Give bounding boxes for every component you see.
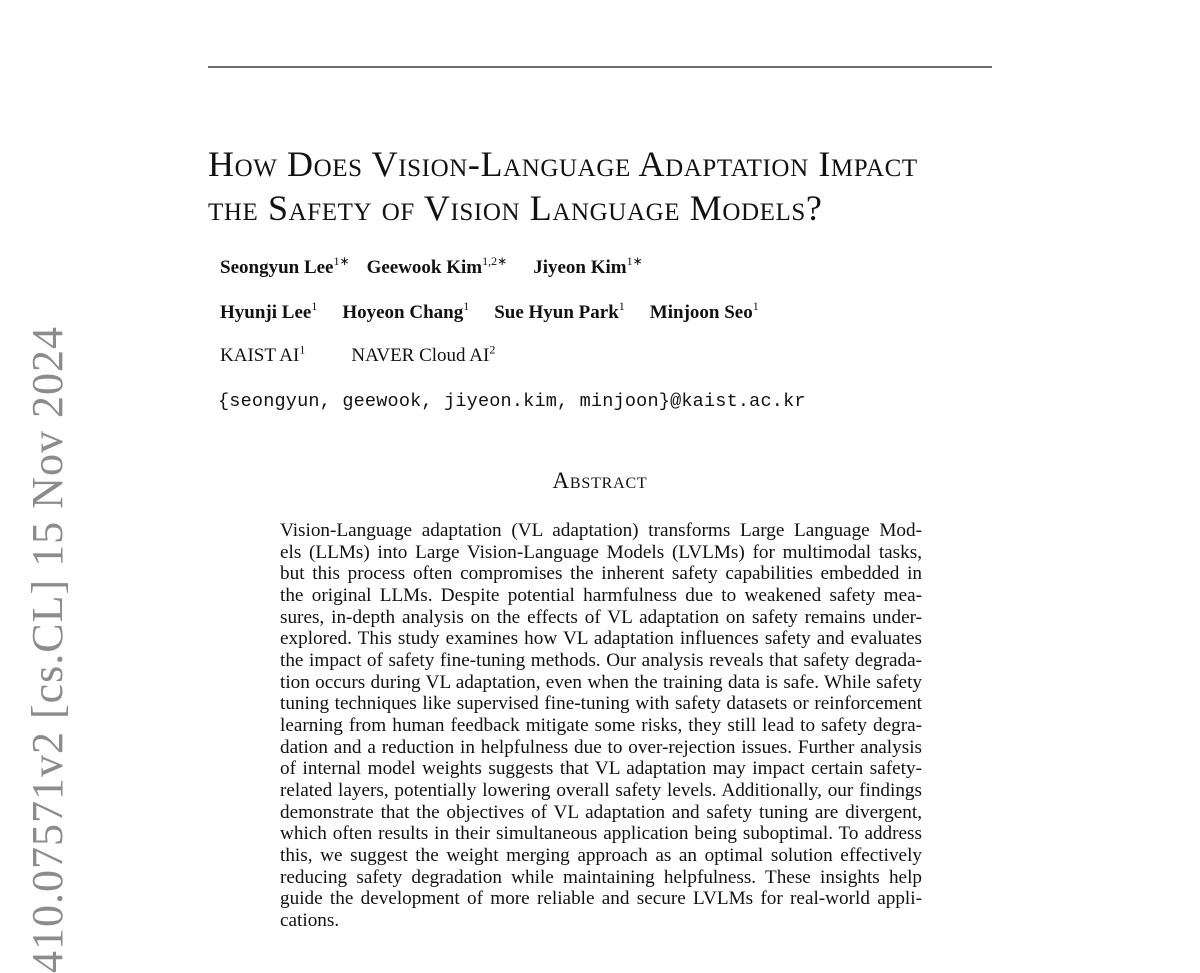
arxiv-identifier-stamp: 410.07571v2 [cs.CL] 15 Nov 2024 bbox=[23, 326, 72, 973]
abstract-line: of internal model weights suggests that VL adaptation may impact certain safety- bbox=[280, 758, 922, 780]
abstract-line: related layers, potentially lowering overall safety levels. Additionally, our findings bbox=[280, 779, 922, 801]
abstract-line: demonstrate that the objectives of VL adaptation and safety tuning are divergent, bbox=[280, 801, 922, 823]
author-affiliation-mark: 1 bbox=[463, 298, 470, 313]
abstract-line: tion occurs during VL adaptation, even when the training data is safe. While safety bbox=[280, 671, 922, 693]
affiliation-mark: 1 bbox=[299, 342, 306, 357]
abstract-line: reducing safety degradation while maintaining helpfulness. These insights help bbox=[280, 866, 922, 888]
author-name: Sue Hyun Park bbox=[494, 302, 619, 323]
affiliation-mark: 2 bbox=[489, 342, 496, 357]
affiliation-kaist bbox=[220, 342, 306, 366]
author-geewook-kim bbox=[366, 253, 508, 279]
author-name: Geewook Kim bbox=[366, 257, 483, 278]
author-name: Hoyeon Chang bbox=[342, 302, 464, 323]
header-rule bbox=[208, 66, 992, 68]
author-name: Minjoon Seo bbox=[649, 302, 753, 323]
title-line-1: How Does Vision-Language Adaptation Impact bbox=[208, 144, 918, 184]
abstract-line: tuning techniques like supervised fine-tuning with safety datasets or reinforcement bbox=[280, 693, 922, 715]
abstract-line: sures, in-depth analysis on the effects of VL adaptation on safety remains under- bbox=[280, 606, 922, 628]
affiliation-name: NAVER Cloud AI bbox=[351, 345, 490, 366]
abstract-line: els (LLMs) into Large Vision-Language Models (LVLMs) for multimodal tasks, bbox=[280, 541, 922, 563]
author-emails: {seongyun, geewook, jiyeon.kim, minjoon}@kaist.ac.kr bbox=[218, 391, 806, 412]
paper-title bbox=[208, 142, 1008, 230]
author-hoyeon-chang bbox=[342, 298, 470, 324]
author-row-1 bbox=[220, 253, 643, 279]
author-affiliation-mark: 1,2∗ bbox=[482, 253, 508, 268]
author-jiyeon-kim bbox=[533, 253, 643, 279]
author-name: Jiyeon Kim bbox=[533, 257, 627, 278]
abstract-line: which often results in their simultaneous application being suboptimal. To address bbox=[280, 823, 922, 845]
abstract-line: the impact of safety fine-tuning methods. Our analysis reveals that safety degrada- bbox=[280, 649, 922, 671]
author-name: Hyunji Lee bbox=[220, 302, 312, 323]
author-affiliation-mark: 1∗ bbox=[626, 253, 643, 268]
author-hyunji-lee bbox=[220, 298, 318, 324]
abstract-line: this, we suggest the weight merging approach as an optimal solution effectively bbox=[280, 844, 922, 866]
abstract-heading: Abstract bbox=[552, 468, 648, 493]
title-line-2: the Safety of Vision Language Models? bbox=[208, 188, 823, 228]
abstract-line: learning from human feedback mitigate some risks, they still lead to safety degra- bbox=[280, 714, 922, 736]
abstract-body bbox=[280, 520, 922, 931]
author-seongyun-lee bbox=[220, 253, 350, 279]
affiliations bbox=[220, 342, 496, 367]
author-row-2 bbox=[220, 298, 759, 324]
author-name: Seongyun Lee bbox=[220, 257, 334, 278]
abstract-line: Vision-Language adaptation (VL adaptation) transforms Large Language Mod- bbox=[280, 520, 922, 541]
abstract-line: dation and a reduction in helpfulness due to over-rejection issues. Further analysis bbox=[280, 736, 922, 758]
author-affiliation-mark: 1 bbox=[311, 298, 318, 313]
abstract-line: cations. bbox=[280, 909, 340, 931]
author-affiliation-mark: 1∗ bbox=[333, 253, 350, 268]
affiliation-naver bbox=[351, 342, 496, 366]
author-sue-hyun-park bbox=[494, 298, 625, 324]
author-minjoon-seo bbox=[649, 298, 759, 324]
abstract-line: the original LLMs. Despite potential harmfulness due to weakened safety mea- bbox=[280, 584, 922, 606]
affiliation-name: KAIST AI bbox=[220, 345, 300, 366]
abstract-line: explored. This study examines how VL adaptation influences safety and evaluates bbox=[280, 628, 922, 650]
author-affiliation-mark: 1 bbox=[618, 298, 625, 313]
abstract-line: guide the development of more reliable and secure LVLMs for real-world appli- bbox=[280, 888, 922, 910]
abstract-line: but this process often compromises the inherent safety capabilities embedded in bbox=[280, 563, 922, 585]
author-affiliation-mark: 1 bbox=[752, 298, 759, 313]
